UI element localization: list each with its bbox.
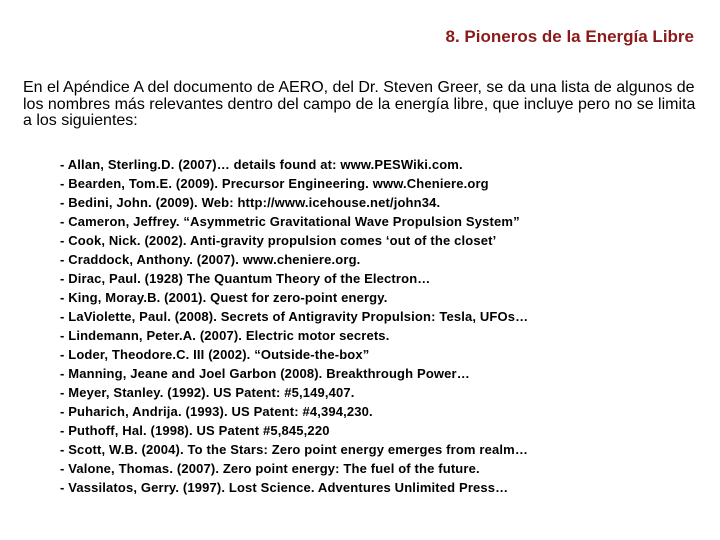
reference-item: - Bedini, John. (2009). Web: http://www.icehouse.net/john34.: [60, 195, 441, 210]
reference-list: [60, 155, 528, 497]
reference-item: - Cameron, Jeffrey. “Asymmetric Gravitational Wave Propulsion System”: [60, 214, 520, 229]
reference-item: - Puthoff, Hal. (1998). US Patent #5,845,220: [60, 423, 330, 438]
reference-item: - Allan, Sterling.D. (2007)… details found at: www.PESWiki.com.: [60, 157, 463, 172]
slide-title: 8. Pioneros de la Energía Libre: [445, 27, 694, 46]
reference-item: - King, Moray.B. (2001). Quest for zero-point energy.: [60, 290, 388, 305]
reference-item: - Puharich, Andrija. (1993). US Patent: #4,394,230.: [60, 404, 373, 419]
reference-item: - Manning, Jeane and Joel Garbon (2008). Breakthrough Power…: [60, 366, 470, 381]
reference-item: - Lindemann, Peter.A. (2007). Electric motor secrets.: [60, 328, 390, 343]
reference-item: - Dirac, Paul. (1928) The Quantum Theory of the Electron…: [60, 271, 431, 286]
reference-item: - Bearden, Tom.E. (2009). Precursor Engineering. www.Cheniere.org: [60, 176, 489, 191]
reference-item: - Scott, W.B. (2004). To the Stars: Zero point energy emerges from realm…: [60, 442, 528, 457]
reference-item: - Vassilatos, Gerry. (1997). Lost Science. Adventures Unlimited Press…: [60, 480, 509, 495]
reference-item: - Loder, Theodore.C. III (2002). “Outside-the-box”: [60, 347, 370, 362]
reference-item: - Valone, Thomas. (2007). Zero point energy: The fuel of the future.: [60, 461, 480, 476]
intro-paragraph: En el Apéndice A del documento de AERO, del Dr. Steven Greer, se da una lista de algunos de los nombres más relevantes dentro del campo de la energía libre, que incluye pero no se limita a los siguientes:: [23, 79, 696, 129]
reference-item: - Craddock, Anthony. (2007). www.cheniere.org.: [60, 252, 361, 267]
reference-item: - Cook, Nick. (2002). Anti-gravity propulsion comes ‘out of the closet’: [60, 233, 497, 248]
reference-item: - LaViolette, Paul. (2008). Secrets of Antigravity Propulsion: Tesla, UFOs…: [60, 309, 529, 324]
reference-item: - Meyer, Stanley. (1992). US Patent: #5,149,407.: [60, 385, 355, 400]
